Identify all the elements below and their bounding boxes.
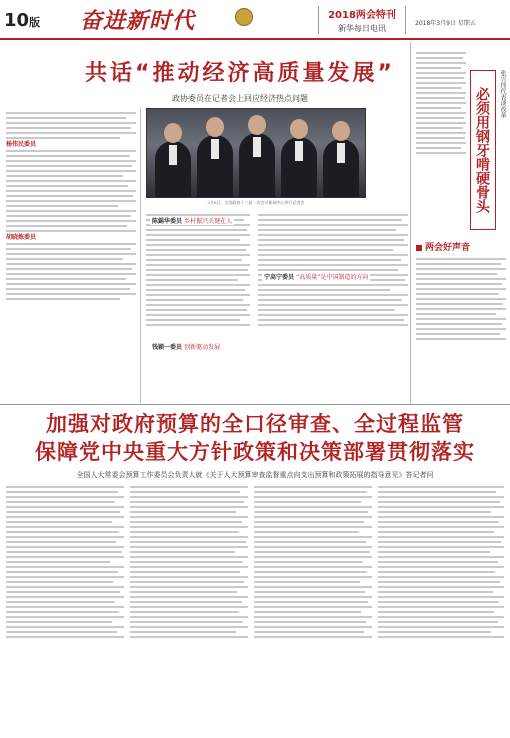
middle-column-a xyxy=(146,212,250,402)
interview-name-1: 陈錫华委员 乡村振兴关键在人 xyxy=(152,218,233,225)
story2-headline-line1: 加强对政府预算的全口径审查、全过程监管 xyxy=(46,412,464,436)
interview-name-2: 钱颖一委员 创新驱动发展 xyxy=(152,344,221,351)
masthead-title: 奋进新时代 xyxy=(80,8,196,34)
person-figure xyxy=(323,139,359,197)
sidebar-text-top xyxy=(416,50,466,230)
sidebar-section-title: 两会好声音 xyxy=(416,240,470,253)
news-photo xyxy=(146,108,366,198)
section-title-hu: 胡晓炼委员 xyxy=(6,234,37,241)
page-number: 10版 xyxy=(4,10,41,31)
sidebar-headline: 必须用钢牙啃硬骨头 xyxy=(470,70,496,230)
emblem-icon xyxy=(235,8,253,26)
story2-headline xyxy=(0,410,510,466)
person-figure xyxy=(239,133,275,197)
person-figure xyxy=(197,135,233,197)
sidebar-text-bottom xyxy=(416,256,506,401)
person-figure xyxy=(155,141,191,197)
story2-column-3 xyxy=(254,484,372,734)
story2-headline-line2: 保障党中央重大方针政策和决策部署贯彻落实 xyxy=(35,440,475,464)
section-divider xyxy=(0,404,510,405)
story2-column-1 xyxy=(6,484,124,734)
story1-headline: 共话“推动经济高质量发展” xyxy=(85,61,395,86)
issue-date: 2018年3月9日 星期五 xyxy=(415,20,476,27)
story2-column-2 xyxy=(130,484,248,734)
edition-box xyxy=(318,6,406,34)
story2-column-4 xyxy=(378,484,504,734)
masthead xyxy=(0,0,510,40)
story1-subheadline: 政协委员在记者会上回应经济热点问题 xyxy=(172,94,308,103)
person-figure xyxy=(281,137,317,197)
story2-subheadline: 全国人大常委会预算工作委员会负责人就《关于人大预算审查监督重点向支出预算和政策拓展的指导意见》答记者问 xyxy=(76,471,434,479)
daily-name: 新华每日电讯 xyxy=(338,24,386,33)
photo-caption: 3月8日，全国政协十三届一次会议新闻中心举行记者会 xyxy=(207,200,305,205)
column-divider xyxy=(140,108,141,403)
middle-column-b xyxy=(258,212,408,402)
sidebar-kicker: 张兴伟代表谈改革 xyxy=(499,70,506,118)
interview-name-3: 宁高宁委员 “高质量”是中国制造的方向 xyxy=(264,274,369,281)
left-column xyxy=(6,110,136,400)
special-edition: 2018两会特刊 xyxy=(328,10,396,21)
sidebar-divider xyxy=(410,42,411,404)
section-title-yang: 杨伟民委员 xyxy=(6,141,37,148)
